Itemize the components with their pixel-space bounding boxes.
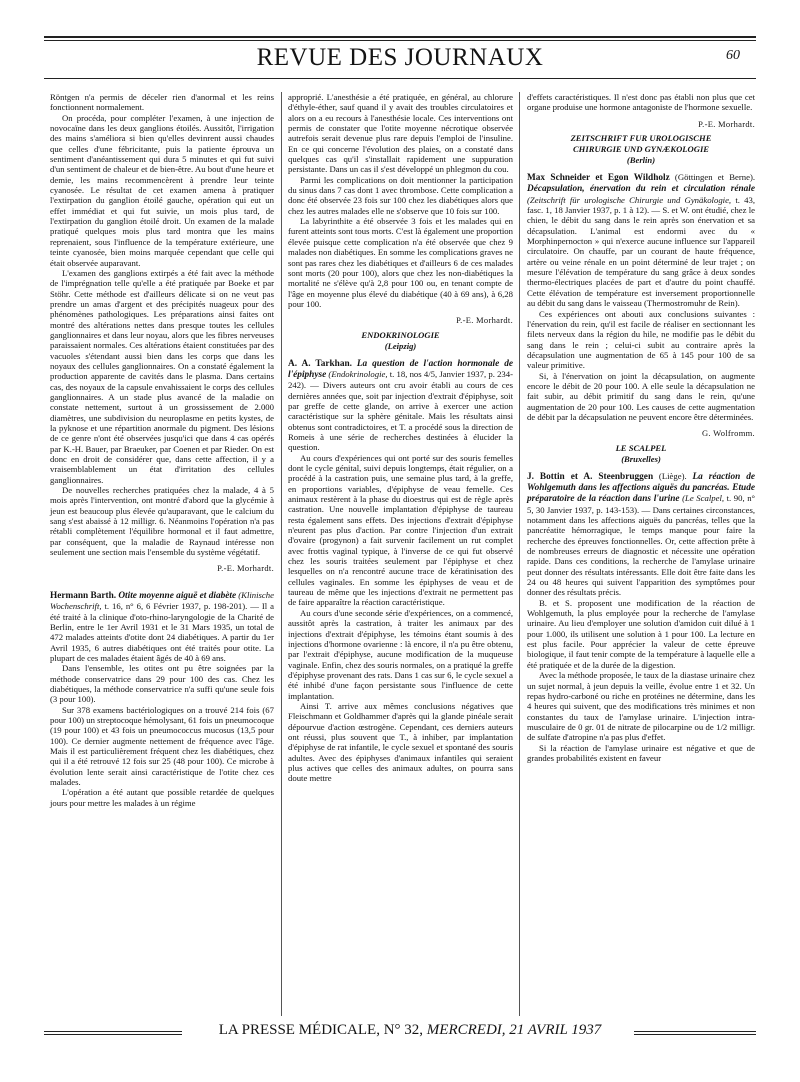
page-footer <box>44 1022 756 1044</box>
section-heading <box>527 443 755 465</box>
article-body: t. 18, nos 4/5, Janvier 1937, p. 234-242). — Divers auteurs ont cru avoir établi au cours de ces dernières années que, soit par injection d'extrait d'épiphyse, soit par greffe de cette glande, on arrive à exercer une action caractéristique sur la sphère génitale. Mais les résultats ainsi obtenus sont contradictoires, et T. a procédé sous la direction de Romeis à une série de recherches destinées à élucider la question. <box>288 368 513 453</box>
footer-rule <box>634 1031 756 1032</box>
article-lead <box>288 358 513 453</box>
footer-date: MERCREDI, 21 AVRIL 1937 <box>426 1022 602 1038</box>
section-title: LE SCALPEL <box>615 442 667 453</box>
article-title: La réaction de Wohlgemuth dans les affections aiguës du pancréas. Etude préparatoire de la réaction dans l'urine <box>527 471 755 505</box>
paragraph: Au cours d'une seconde série d'expériences, on a commencé, aussitôt après la castration, à traiter les animaux par des injections d'extrait d'épiphyse, les témoins étant soumis à des injections d'hormone ovarienne : là encore, il n'a pu être obtenu, par l'extrait d'épiphyse, aucune modification de la muqueuse vaginale. Enfin, chez des souris normales, on a pratiqué la greffe d'épiphyse provenant des rats. Dans 1 cas sur 6, le cycle sexuel a été inhibé d'une façon persistante sous l'influence de cette implantation. <box>288 607 513 701</box>
article-lead <box>527 172 755 308</box>
article-author: J. Bottin et A. Steenbruggen <box>527 471 654 482</box>
section-title: CHIRURGIE UND GYNÆKOLOGIE <box>572 144 710 155</box>
paragraph: La labyrinthite a été observée 3 fois et les malades qui en furent atteints sont tous morts. C'est là également une proportion élevée puisque cette complication n'a été observée que chez 9 malades non diabétiques. En somme les complications graves ne sont pas rares chez les diabétiques et d'ailleurs 6 de ces malades sont morts (20 pour 100), alors que chez les non-diabétiques la mortalité ne s'élève qu'à 2,8 pour 100 ou, en tenant compte de l'âge en moyenne plus élevé du diabétique (40 à 69 ans), à 6,28 pour 100. <box>288 216 513 309</box>
section-city: (Bruxelles) <box>621 453 661 464</box>
paragraph: Parmi les complications on doit mentionner la participation du sinus dans 7 cas dont 1 avec thrombose. Cette complication a donc été observée 23 fois sur 100 chez les diabétiques alors que chez les autres malades elle ne s'observe que 10 fois sur 100. <box>288 174 513 216</box>
page-title: REVUE DES JOURNAUX <box>256 44 544 71</box>
paragraph: Sur 378 examens bactériologiques on a trouvé 214 fois (67 pour 100) un streptocoque hémolysant, 61 fois un pneumocoque (19 pour 100) et 43 fois un pneumococcus mucosus (13,5 pour 100). Ce dernier augmente nettement de fréquence avec l'âge. Mais il est particulièrement fréquent chez les diabétiques, chez qui il a été retrouvé 12 fois sur 25 (48 pour 100). Ce microbe à évolution lente serait ainsi caractéristique de l'otite chez ces malades. <box>50 704 274 787</box>
paragraph: Si la réaction de l'amylase urinaire est négative et que de grandes probabilités existent en faveur <box>527 742 755 763</box>
article-affiliation: (Göttingen et Berne). <box>674 172 756 183</box>
footer-rule <box>634 1034 756 1035</box>
section-heading <box>288 330 513 352</box>
section-title: ENDOKRINOLOGIE <box>361 329 440 340</box>
column-1 <box>50 92 274 808</box>
paragraph: L'opération a été autant que possible retardée de quelques jours pour mettre les malades à un régime <box>50 787 274 808</box>
article-source: (Endokrinologie, <box>328 368 388 379</box>
paragraph: De nouvelles recherches pratiquées chez la malade, 4 à 5 mois après l'intervention, ont montré d'abord que la glycémie à jeun est beaucoup plus élevée qu'auparavant, que le calcium du sang s'est abaissé à 12 milligr. 6. Néanmoins l'opération n'a pas rétabli complètement l'équilibre hormonal et il faut admettre, par conséquent, que la maladie de Raynaud intéresse non seulement une section mais l'ensemble du système végétatif. <box>50 485 274 558</box>
top-rule-thin <box>44 40 756 41</box>
article-source: (Zeitschrift für urologische Chirurgie und Gynäkologie, <box>527 194 732 205</box>
section-heading <box>527 133 755 166</box>
paragraph: approprié. L'anesthésie a été pratiquée, en général, au chlorure d'éthyle-éther, sauf quand il y avait des troubles circulatoires et alors on a eu recours à l'anesthésie locale. Ces interventions ont permis de constater que l'otite moyenne nécrotique observée autrefois serait devenue plus rare depuis l'emploi de l'insuline. En ce qui concerne l'évolution des plaies, on a constaté dans quelques cas qu'il s'installait rapidement une suppuration persistante. Dans un cas il s'est développé un phlegmon du cou. <box>288 92 513 175</box>
paragraph: Ces expériences ont abouti aux conclusions suivantes : l'énervation du rein, qu'il est facile de réaliser en sectionnant les filets nerveux dans la région du hile, ne modifie pas le débit du sang dans le rein ; celui-ci subit au contraire après la décapsulation une augmentation de 65 à 145 pour 100 de sa valeur primitive. <box>527 308 755 371</box>
section-title: ZEITSCHRIFT FUR UROLOGISCHE <box>570 133 712 144</box>
footer-rule <box>44 1031 182 1032</box>
paragraph: L'examen des ganglions extirpés a été fait avec la méthode de l'imprégnation telle qu'elle a été pratiquée par Boeke et par Stöhr. Cette méthode est d'ailleurs délicate si on ne veut pas prendre un amas d'argent et des précipités nuageux pour des phénomènes pathologiques. Les préparations ainsi faites ont montré des altérations nettes dans presque toutes les cellules ganglionnaires et dans leur noyau, alors que les fibres nerveuses paraissaient normales. Ces altérations étaient constituées par des vacuoles s'étendant aussi bien dans les corps que dans les noyaux des cellules ganglionnaires. On a constaté également la production apparente de cavités dans le plasma. Dans certains cas, des noyaux de la capsule envahissaient le corps des cellules ganglionnaires. A un stade plus avancé de la maladie on constate nettement, surtout à un grossissement de 2.000 diamètres, une subdivision du neuroplasme en petits kystes, de la pyknose et une répartition anormale du pigment. Des lésions de ce genre n'ont été observées jusqu'ici que dans 4 cas opérés par K.-H. Bauer, par Braeuker, par Coenen et par Rieder. On est donc en droit de considérer que, dans cette affection, il y a vraisemblablement un état d'irritation des cellules ganglionnaires. <box>50 267 274 485</box>
footer-masthead <box>190 1022 630 1039</box>
paragraph: On procéda, pour compléter l'examen, à une injection de novocaïne dans les deux ganglions étoilés. Aussitôt, l'irrigation des mains s'améliora si bien qu'elles devinrent aussi chaudes que celles d'une fébricitante, puis la patiente éprouva un sentiment d'anéantissement qui dura 5 minutes et qui fut suivi d'un sentiment de chaleur et de bien-être. Au bout d'une heure et demie, les mains recommencèrent à prendre leur teinte cyanosée. Le résultat de cet examen amena à pratiquer l'extirpation du ganglion étoilé gauche, opération qui eut un effet immédiat et qui fut suivie, un mois plus tard, de l'extirpation du ganglion étoilé droit. Un examen de la malade pratiqué quelques mois plus tard montra que les mains reprenaient, sous l'influence de la température extérieure, une teinte cyanosée, bien moins marquée cependant que celle qui était observée auparavant. <box>50 112 274 268</box>
paragraph: Avec la méthode proposée, le taux de la diastase urinaire chez un sujet normal, à jeun depuis la veille, évolue entre 1 et 32. Un repas hydro-carboné ou riche en protéines ne détermine, dans les 4 heures qui suivent, que des modifications très minimes et non constantes du taux de l'amylase urinaire. L'injection intra-musculaire de 0 gr. 01 de nitrate de pilocarpine ou de 1/2 milligr. de sulfate d'atropine n'a pas plus d'effet. <box>527 670 755 743</box>
signature: P.-E. Morhardt. <box>217 563 274 574</box>
column-divider <box>281 92 282 1016</box>
article-lead <box>50 590 274 663</box>
article-affiliation: (Liège). <box>658 470 687 481</box>
article-body: t. 90, n° 5, 30 Janvier 1937, p. 143-153). — Dans certaines circonstances, notamment dans les affections aiguës du pancréas, telles que la pancréatite hémorragique, le temps manque pour faire la recherche des épreuves fonctionnelles. Or, cette affection prête à de nombreuses erreurs de diagnostic et nécessite une opération rapide. Dans ces conditions, la recherche de l'amylase urinaire peut donner des résultats intéressants. Elle doit être faite dans les 24 ou 48 heures qui suivent l'apparition des symptômes pour donner des résultats précis. <box>527 493 756 598</box>
signature: P.-E. Morhardt. <box>456 315 513 326</box>
article-source: (Le Scalpel, <box>682 493 725 504</box>
footer-rule <box>44 1034 182 1035</box>
article-body: t. 16, n° 6, 6 Février 1937, p. 198-201). — Il a été traité à la clinique d'oto-rhino-laryngologie de la Charité de Berlin, entre le 1er Avril 1931 et le 31 Mars 1935, un total de 472 malades atteints d'otite dont 24 diabétiques. A partir du 1er Avril 1935, 6 autres diabétiques ont été traités pour otite. La plupart de ces malades étaient âgés de 40 à 69 ans. <box>50 601 274 663</box>
paragraph: Si, à l'énervation on joint la décapsulation, on augmente encore le débit de 20 pour 100. A elle seule la décapsulation ne fait subir, au débit primitif du sang dans le rein, qu'une augmentation de 20 pour 100. Les causes de cette augmentation de débit par la décapsulation ne peuvent encore être déterminées. <box>527 370 755 422</box>
footer-journal: LA PRESSE MÉDICALE, N° 32, <box>218 1022 427 1038</box>
article-title: Otite moyenne aiguë et diabète <box>118 590 237 601</box>
page-number: 60 <box>726 48 740 63</box>
column-3 <box>527 92 755 763</box>
column-divider <box>519 92 520 1016</box>
signature: P.-E. Morhardt. <box>698 118 755 129</box>
article-lead <box>527 471 755 598</box>
paragraph: Röntgen n'a permis de déceler rien d'anormal et les reins fonctionnent normalement. <box>50 92 274 113</box>
article-title: Décapsulation, énervation du rein et circulation rénale <box>527 184 755 195</box>
section-city: (Berlin) <box>626 155 656 166</box>
article-author: Hermann Barth. <box>50 590 117 601</box>
paragraph: Dans l'ensemble, les otites ont pu être soignées par la méthode conservatrice dans 29 pour 100 des cas. Chez les diabétiques, la méthode conservatrice n'a suffi qu'une seule fois (3 pour 100). <box>50 663 274 705</box>
article-source: (Klinische Wochenschrift, <box>50 589 274 612</box>
header-rule <box>44 78 756 79</box>
article-author: A. A. Tarkhan. <box>288 358 352 369</box>
paragraph: Ainsi T. arrive aux mêmes conclusions négatives que Fleischmann et Goldhammer d'après qui la glande pinéale serait dépourvue d'action œstrogène. Cependant, ces derniers auteurs ont réussi, plus souvent que T., à inhiber, par implantation d'épiphyse de rat infantile, le cycle sexuel et spontané des souris adultes. Avec des épiphyses d'animaux infantiles qui seraient plus actives que celles des animaux adultes, on pourra sans doute mettre <box>288 700 513 784</box>
paragraph: d'effets caractéristiques. Il n'est donc pas établi non plus que cet organe produise une hormone antagoniste de l'hormone sexuelle. <box>527 92 755 113</box>
paragraph: Au cours d'expériences qui ont porté sur des souris femelles dont le cycle génital, suivi depuis longtemps, était régulier, on a procédé à la castration puis, une semaine plus tard, à la greffe, en proportions variables, d'épiphyse de veau femelle. Ces animaux restèrent à la phase du dioestrus qui est de règle après castration. Une nouvelle implantation d'épiphyse de taureau resta également sans effets. Des injections d'extrait d'épiphyse n'eurent pas plus d'action. Par contre l'injection d'un extrait d'ovaire (progynon) a fait survenir facilement un rut complet avec frottis vaginal typique, à l'inverse de ce qui fut observé chez les souris traitées seulement par l'épiphyse et chez lesquelles on n'a rencontré aucune trace de kératinisation des cellules vaginales. En somme les épiphyses de veau et de taureau de même que les injections d'extrait ne permettent pas de faire apparaître la réaction caractéristique. <box>288 452 513 608</box>
article-title: La question de l'action hormonale de l'épiphyse <box>288 358 514 380</box>
article-body: t. 43, fasc. 1, 18 Janvier 1937, p. 1 à 12). — S. et W. ont étudié, chez le chien, le débit du sang dans le rein après son énervation et sa décapsulation. L'animal est endormi avec du « Morphinpernocton » qui n'exerce aucune influence sur l'appareil circulatoire. On chauffe, par un courant de haute fréquence, artère ou veine rénale en un point déterminé de leur trajet ; on mesure l'élévation de température du sang grâce à deux sondes thermo-électriques placées de part et d'autre du point chauffé. Cette élévation de température est inversement proportionnelle au débit du sang dans le vaisseau (Thermostromuhr de Rein). <box>527 194 756 309</box>
section-city: (Leipzig) <box>384 340 417 351</box>
article-author: Max Schneider et Egon Wildholz <box>527 173 670 184</box>
top-rule <box>44 36 756 38</box>
signature: G. Wolfromm. <box>701 428 755 439</box>
paragraph: B. et S. proposent une modification de la réaction de Wohlgemuth, la plus employée pour la recherche de l'amylase urinaire. Au lieu d'employer une solution d'amidon cuit dilué à 1 pour 1.000, ils utilisent une solution à 1 pour 100. La lecture en est plus facile. Pour apprécier la valeur de cette épreuve biologique, il faut tenir compte de la température à laquelle elle a été pratiquée et de la durée de la digestion. <box>527 597 755 670</box>
column-2 <box>288 92 513 784</box>
